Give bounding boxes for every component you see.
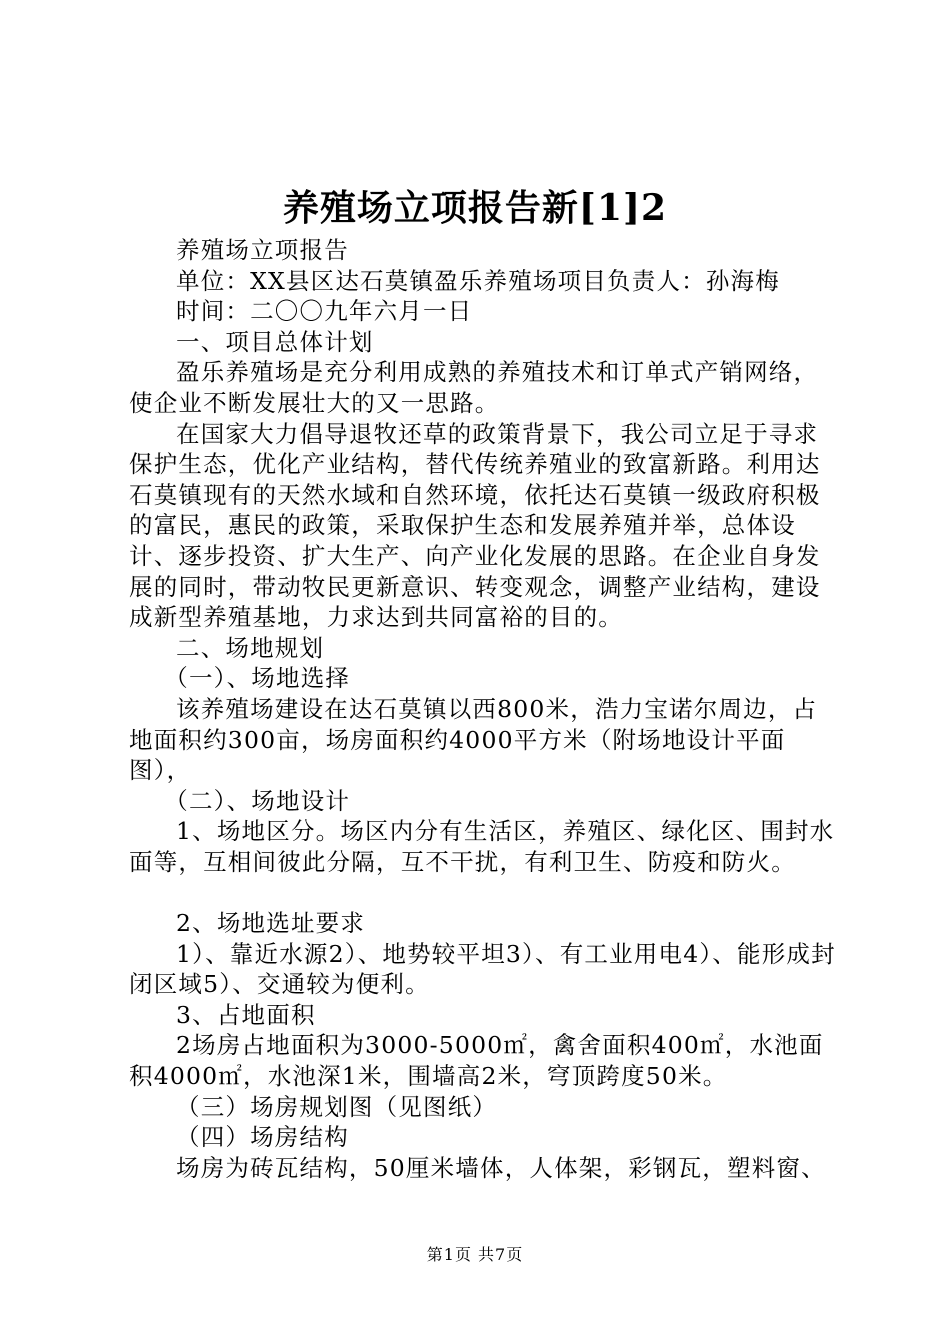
paragraph-report-title: 养殖场立项报告	[176, 236, 349, 264]
blank-line	[129, 877, 839, 908]
paragraph-building-structure: 场房为砖瓦结构，50厘米墙体，人体架，彩钢瓦，塑料窗、	[176, 1153, 826, 1182]
heading-section-2: 二、场地规划	[176, 633, 325, 662]
paragraph-background: 在国家大力倡导退牧还草的政策背景下，我公司立足于寻求保护生态，优化产业结构，替代传统养殖业的致富新路。利用达石莫镇现有的天然水域和自然环境，依托达石莫镇一级政府积极的富民，惠民的政策，采取保护生态和发展养殖并举，总体设计、逐步投资、扩大生产、向产业化发展的思路。在企业自身发展的同时，带动牧民更新意识、转变观念，调整产业结构，建设成新型养殖基地，力求达到共同富裕的目的。	[129, 419, 821, 632]
paragraph-unit: 单位：XX县区达石莫镇盈乐养殖场项目负责人：孙海梅	[176, 266, 780, 295]
paragraph-site-location: 该养殖场建设在达石莫镇以西800米，浩力宝诺尔周边，占地面积约300亩，场房面积约4000平方米（附场地设计平面图），	[129, 694, 818, 785]
heading-land-area: 3、占地面积	[176, 1000, 316, 1029]
page-footer: 第1页 共7页	[426, 1245, 524, 1264]
heading-site-selection: （一）、场地选择	[164, 664, 351, 693]
heading-site-requirements: 2、场地选址要求	[176, 909, 366, 938]
paragraph-date: 时间：二〇〇九年六月一日	[176, 297, 473, 326]
document-body	[129, 235, 839, 1183]
paragraph-overview: 盈乐养殖场是充分利用成熟的养殖技术和订单式产销网络，使企业不断发展壮大的又一思路。	[129, 358, 819, 417]
document-title: 养殖场立项报告新[1]2	[282, 187, 668, 229]
heading-site-plan: （三）场房规划图（见图纸）	[176, 1092, 498, 1121]
paragraph-site-requirements: 1）、靠近水源2）、地势较平坦3）、有工业用电4）、能形成封闭区域5）、交通较为便利。	[129, 939, 836, 999]
paragraph-land-area: 2场房占地面积为3000-5000㎡，禽舍面积400㎡，水池面积4000㎡，水池深1米，围墙高2米，穹顶跨度50米。	[129, 1031, 824, 1091]
heading-section-1: 一、项目总体计划	[176, 327, 374, 356]
heading-site-design: （二）、场地设计	[164, 786, 351, 815]
paragraph-site-zoning: 1、场地区分。场区内分有生活区，养殖区、绿化区、围封水面等，互相间彼此分隔，互不干扰，有利卫生、防疫和防火。	[129, 817, 835, 876]
heading-building-structure: （四）场房结构	[176, 1123, 349, 1152]
